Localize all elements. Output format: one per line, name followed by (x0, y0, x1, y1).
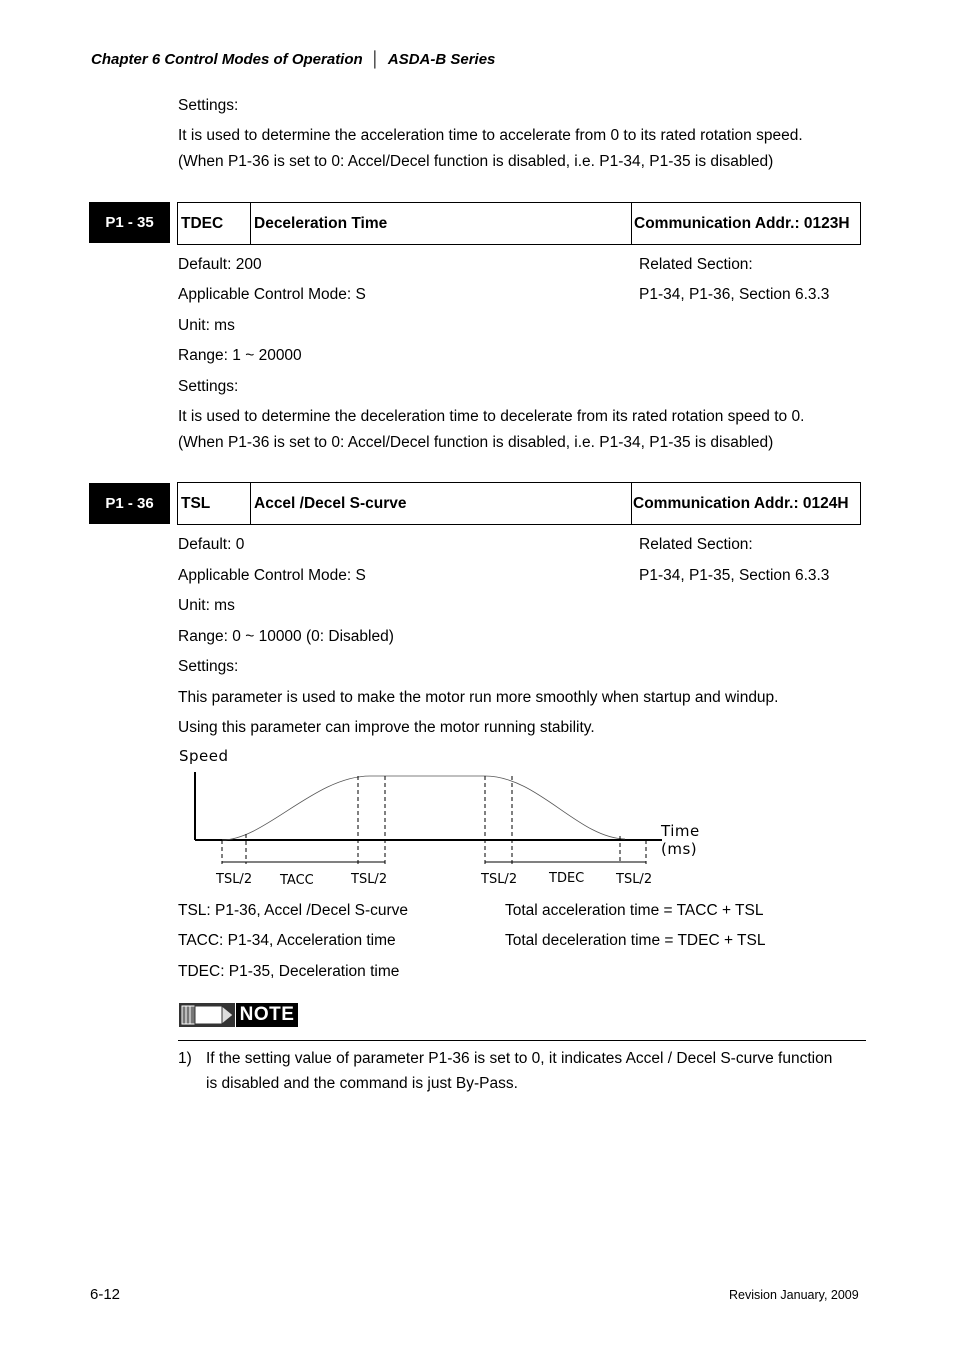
settings-text: It is used to determine the deceleration time to decelerate from its rated rotation speed to 0. (178, 408, 805, 425)
s-curve-diagram (170, 740, 730, 900)
tsl-half-label: TSL/2 (216, 872, 253, 887)
settings-text: (When P1-36 is set to 0: Accel/Decel function is disabled, i.e. P1-34, P1-35 is disabled) (178, 434, 774, 451)
page-number: 6-12 (90, 1286, 121, 1303)
range: Range: 0 ~ 10000 (0: Disabled) (178, 628, 394, 645)
tsl-half-label: TSL/2 (616, 872, 653, 887)
pencil-icon (178, 1001, 236, 1029)
page-header: Chapter 6 Control Modes of Operation │ ASDA-B Series (91, 51, 496, 68)
related-section: P1-34, P1-35, Section 6.3.3 (639, 567, 830, 584)
settings-label: Settings: (178, 658, 239, 675)
legend-total-dec: Total deceleration time = TDEC + TSL (505, 932, 766, 949)
header-series: ASDA-B Series (387, 51, 496, 68)
unit: Unit: ms (178, 317, 235, 334)
settings-text: This parameter is used to make the motor run more smoothly when startup and windup. (178, 689, 779, 706)
settings-label: Settings: (178, 97, 239, 114)
note-badge (178, 1001, 298, 1029)
note-number: 1) (178, 1050, 192, 1067)
legend-tacc: TACC: P1-34, Acceleration time (178, 932, 396, 949)
speed-curve (222, 776, 625, 840)
settings-text: It is used to determine the acceleration time to accelerate from 0 to its rated rotation speed. (178, 127, 803, 144)
legend-tdec: TDEC: P1-35, Deceleration time (178, 963, 400, 980)
related-section-label: Related Section: (639, 536, 753, 553)
note-text: If the setting value of parameter P1-36 is set to 0, it indicates Accel / Decel S-curve function (206, 1050, 833, 1067)
settings-label: Settings: (178, 378, 239, 395)
tacc-label: TACC (280, 873, 314, 888)
default-value: Default: 200 (178, 256, 262, 273)
unit: Unit: ms (178, 597, 235, 614)
related-section: P1-34, P1-36, Section 6.3.3 (639, 286, 830, 303)
settings-text: Using this parameter can improve the motor running stability. (178, 719, 595, 736)
x-axis-unit: (ms) (661, 840, 698, 858)
header-chapter: Chapter 6 Control Modes of Operation (91, 51, 363, 68)
communication-address: Communication Addr.: 0124H (631, 483, 860, 524)
parameter-id-badge: P1 - 36 (89, 483, 170, 524)
note-label: NOTE (236, 1003, 298, 1027)
x-axis-label: Time (661, 822, 700, 840)
parameter-name: Accel /Decel S-curve (250, 483, 631, 524)
revision-date: Revision January, 2009 (729, 1288, 859, 1302)
parameter-header-table (177, 202, 861, 245)
legend-total-acc: Total acceleration time = TACC + TSL (505, 902, 764, 919)
default-value: Default: 0 (178, 536, 245, 553)
control-mode: Applicable Control Mode: S (178, 286, 366, 303)
tsl-boundaries (222, 776, 646, 864)
parameter-header-table (177, 482, 861, 525)
parameter-abbr: TSL (181, 494, 211, 512)
tdec-label: TDEC (549, 871, 585, 886)
parameter-abbr: TDEC (181, 214, 224, 232)
related-section-label: Related Section: (639, 256, 753, 273)
parameter-name: Deceleration Time (250, 203, 631, 244)
y-axis-label: Speed (179, 747, 229, 765)
settings-text: (When P1-36 is set to 0: Accel/Decel function is disabled, i.e. P1-34, P1-35 is disabled) (178, 153, 774, 170)
tsl-half-label: TSL/2 (481, 872, 518, 887)
parameter-id-badge: P1 - 35 (89, 202, 170, 243)
range: Range: 1 ~ 20000 (178, 347, 302, 364)
communication-address: Communication Addr.: 0123H (631, 203, 860, 244)
control-mode: Applicable Control Mode: S (178, 567, 366, 584)
note-text: is disabled and the command is just By-Pass. (206, 1075, 518, 1092)
note-divider (178, 1040, 866, 1041)
tsl-half-label: TSL/2 (351, 872, 388, 887)
legend-tsl: TSL: P1-36, Accel /Decel S-curve (178, 902, 409, 919)
